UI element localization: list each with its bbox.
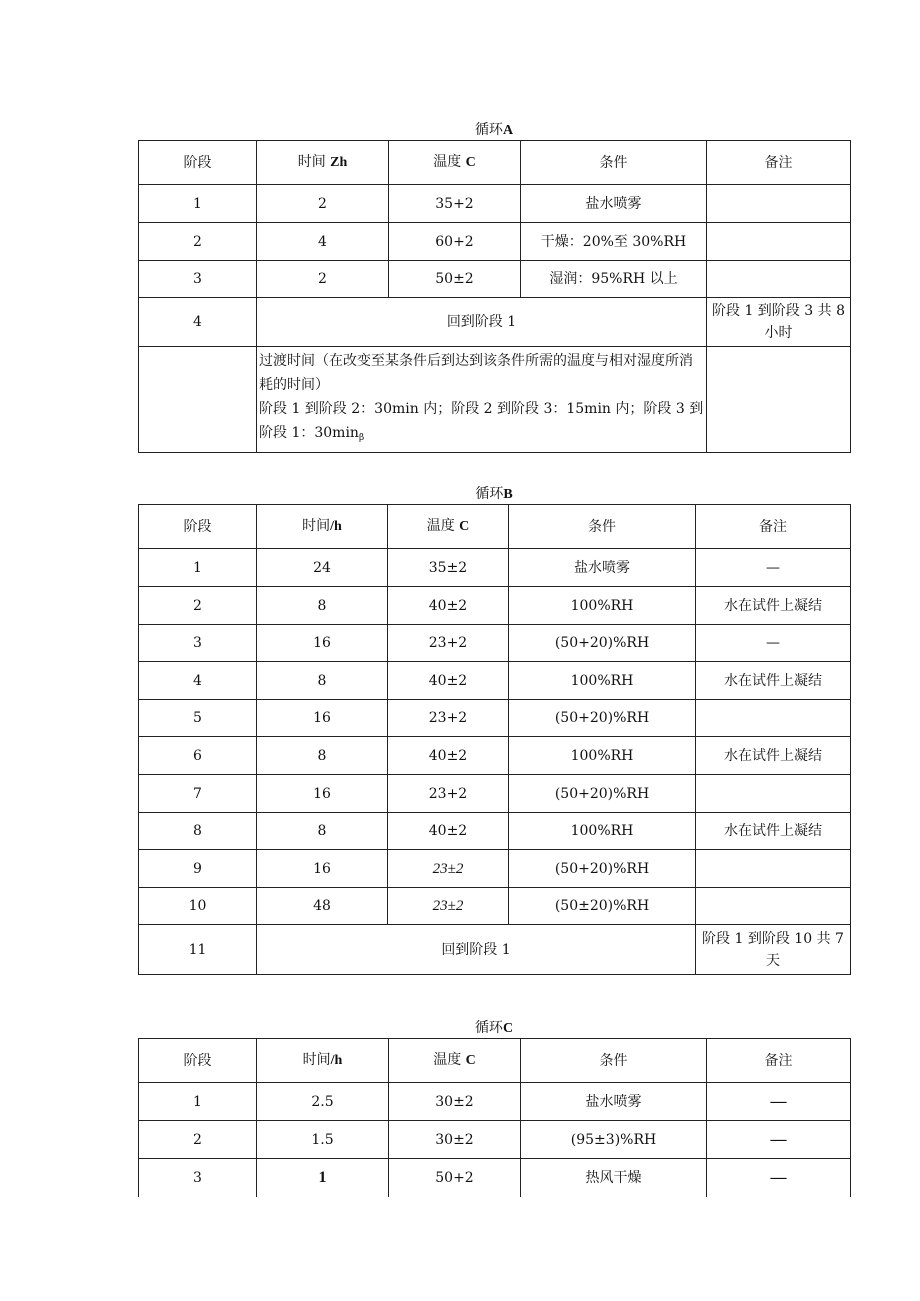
cell-temp: 60+2 <box>389 223 521 261</box>
cell-time: 2 <box>257 261 389 298</box>
header-condition: 条件 <box>509 505 696 549</box>
cell-stage: 3 <box>139 1159 257 1197</box>
cell-condition: 热风干燥 <box>521 1159 707 1197</box>
cell-time: 2.5 <box>257 1083 389 1121</box>
cell-remark: 水在试件上凝结 <box>696 813 851 850</box>
cell-temp: 23+2 <box>388 625 509 662</box>
cell-stage: 11 <box>139 925 257 975</box>
cell-empty <box>707 347 851 453</box>
cell-time: 16 <box>257 700 388 737</box>
cell-stage: 1 <box>139 185 257 223</box>
cell-remark <box>707 185 851 223</box>
cell-stage: 5 <box>139 700 257 737</box>
cell-remark: 水在试件上凝结 <box>696 662 851 700</box>
header-remark: 备注 <box>707 141 851 185</box>
cell-remark <box>696 888 851 925</box>
cell-time: 8 <box>257 662 388 700</box>
cell-condition: 100%RH <box>509 737 696 775</box>
cell-stage: 3 <box>139 261 257 298</box>
header-temp: 温度 C <box>388 505 509 549</box>
table-row <box>139 185 851 223</box>
transition-note <box>257 347 707 453</box>
table-row <box>139 261 851 298</box>
cell-condition: 干燥：20%至 30%RH <box>521 223 707 261</box>
cell-condition: (50+20)%RH <box>509 625 696 662</box>
cell-temp: 40±2 <box>388 662 509 700</box>
cell-time: 24 <box>257 549 388 587</box>
cell-stage: 1 <box>139 1083 257 1121</box>
cell-condition: (50+20)%RH <box>509 700 696 737</box>
transition-note-line2: 阶段 1 到阶段 2：30min 内；阶段 2 到阶段 3：15min 内；阶段 3 到阶段 1：$30\min_\beta$ <box>259 401 704 443</box>
cell-time: 4 <box>257 223 389 261</box>
cell-temp: 35+2 <box>389 185 521 223</box>
cell-condition: (50+20)%RH <box>509 850 696 888</box>
table-row <box>139 549 851 587</box>
header-temp: 温度 C <box>389 141 521 185</box>
cell-stage: 7 <box>139 775 257 813</box>
transition-note-line1: 过渡时间（在改变至某条件后到达到该条件所需的温度与相对湿度所消耗的时间） <box>259 353 693 393</box>
header-time: 时间/h <box>257 1039 389 1083</box>
cell-temp: 23±2 <box>388 850 509 888</box>
table-row <box>139 813 851 850</box>
cell-condition: 盐水喷雾 <box>521 185 707 223</box>
cell-time: 8 <box>257 587 388 625</box>
cell-remark: — <box>707 1121 851 1159</box>
cell-condition: 湿润：95%RH 以上 <box>521 261 707 298</box>
cell-condition: (50±20)%RH <box>509 888 696 925</box>
header-stage: 阶段 <box>139 505 257 549</box>
table-row <box>139 298 851 347</box>
cell-time: 1.5 <box>257 1121 389 1159</box>
cell-stage: 2 <box>139 587 257 625</box>
cell-time: 16 <box>257 850 388 888</box>
caption-cycle-b: 循环B <box>475 486 513 502</box>
cell-remark: — <box>696 625 851 662</box>
table-row <box>139 1159 851 1197</box>
table-row <box>139 850 851 888</box>
table-row <box>139 888 851 925</box>
header-time: 时间/h <box>257 505 388 549</box>
cell-temp: 23+2 <box>388 700 509 737</box>
cell-condition: 盐水喷雾 <box>509 549 696 587</box>
header-row <box>139 141 851 185</box>
cycle-b-table <box>138 504 851 975</box>
table-row <box>139 700 851 737</box>
header-stage: 阶段 <box>139 1039 257 1083</box>
cell-time: 8 <box>257 737 388 775</box>
cell-stage: 9 <box>139 850 257 888</box>
cell-time: 2 <box>257 185 389 223</box>
cycle-a-table <box>138 140 851 453</box>
cell-temp: 30±2 <box>389 1083 521 1121</box>
cell-condition: 盐水喷雾 <box>521 1083 707 1121</box>
cell-stage: 6 <box>139 737 257 775</box>
caption-cycle-c: 循环C <box>474 1020 514 1036</box>
header-condition: 条件 <box>521 141 707 185</box>
cell-temp: 35±2 <box>388 549 509 587</box>
cell-temp: 40±2 <box>388 813 509 850</box>
cell-temp: 50+2 <box>389 1159 521 1197</box>
cell-condition: 100%RH <box>509 813 696 850</box>
cell-stage: 2 <box>139 1121 257 1159</box>
cell-temp: 30±2 <box>389 1121 521 1159</box>
table-row <box>139 775 851 813</box>
header-temp: 温度 C <box>389 1039 521 1083</box>
header-remark: 备注 <box>707 1039 851 1083</box>
header-remark: 备注 <box>696 505 851 549</box>
table-row <box>139 587 851 625</box>
cell-merged: 回到阶段 1 <box>257 925 696 975</box>
cell-remark: — <box>707 1083 851 1121</box>
cell-temp: 40±2 <box>388 587 509 625</box>
cell-temp: 23±2 <box>388 888 509 925</box>
table-row <box>139 625 851 662</box>
table-row <box>139 662 851 700</box>
cell-stage: 4 <box>139 662 257 700</box>
cell-temp: 23+2 <box>388 775 509 813</box>
caption-cycle-a: 循环A <box>474 122 514 138</box>
table-row <box>139 223 851 261</box>
header-condition: 条件 <box>521 1039 707 1083</box>
header-time: 时间 Zh <box>257 141 389 185</box>
header-row <box>139 505 851 549</box>
table-row <box>139 1121 851 1159</box>
cell-empty <box>139 347 257 453</box>
header-row <box>139 1039 851 1083</box>
table-row <box>139 1083 851 1121</box>
cell-remark: 水在试件上凝结 <box>696 737 851 775</box>
table-row <box>139 925 851 975</box>
cell-remark: 水在试件上凝结 <box>696 587 851 625</box>
cell-stage: 1 <box>139 549 257 587</box>
cell-merged: 回到阶段 1 <box>257 298 707 347</box>
cell-remark <box>707 223 851 261</box>
cell-stage: 8 <box>139 813 257 850</box>
cell-remark <box>696 700 851 737</box>
header-stage: 阶段 <box>139 141 257 185</box>
cell-time: 1 <box>257 1159 389 1197</box>
cell-stage: 4 <box>139 298 257 347</box>
cycle-c-table <box>138 1038 851 1197</box>
cell-temp: 40±2 <box>388 737 509 775</box>
cell-temp: 50±2 <box>389 261 521 298</box>
cell-stage: 3 <box>139 625 257 662</box>
table-row <box>139 737 851 775</box>
cell-remark: — <box>707 1159 851 1197</box>
note-row <box>139 347 851 453</box>
cell-remark: 阶段 1 到阶段 10 共 7 天 <box>696 925 851 975</box>
cell-condition: (50+20)%RH <box>509 775 696 813</box>
cell-condition: (95±3)%RH <box>521 1121 707 1159</box>
cell-remark: 阶段 1 到阶段 3 共 8 小时 <box>707 298 851 347</box>
cell-condition: 100%RH <box>509 662 696 700</box>
cell-remark <box>707 261 851 298</box>
cell-time: 16 <box>257 625 388 662</box>
cell-time: 16 <box>257 775 388 813</box>
cell-stage: 2 <box>139 223 257 261</box>
cell-remark <box>696 775 851 813</box>
cell-time: 8 <box>257 813 388 850</box>
cell-remark: — <box>696 549 851 587</box>
cell-condition: 100%RH <box>509 587 696 625</box>
cell-stage: 10 <box>139 888 257 925</box>
cell-remark <box>696 850 851 888</box>
cell-time: 48 <box>257 888 388 925</box>
